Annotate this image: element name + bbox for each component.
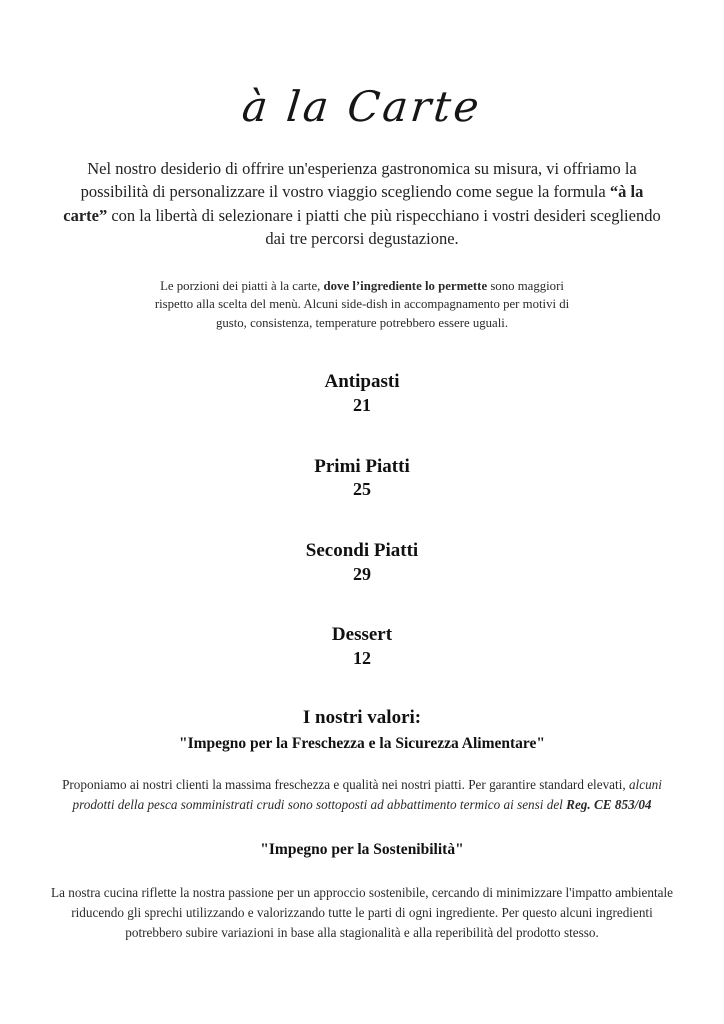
course-name: Primi Piatti: [314, 455, 410, 477]
course-name: Secondi Piatti: [305, 539, 419, 561]
course-name: Antipasti: [324, 371, 400, 393]
course-price: 21: [353, 395, 371, 416]
intro-text-part1: Nel nostro desiderio di offrire un'esperienza gastronomica su misura, vi offriamo la possibilità di personalizzare il vostro viaggio scegliendo come segue la formula: [80, 159, 637, 202]
course-price: 12: [353, 647, 371, 668]
intro-paragraph: [58, 157, 666, 251]
course-dessert: [0, 623, 724, 669]
course-price: 25: [353, 479, 371, 500]
course-primi-piatti: [0, 455, 724, 501]
course-antipasti: [0, 370, 724, 416]
values-subheading-freshness: "Impegno per la Freschezza e la Sicurezza Alimentare": [178, 735, 546, 753]
freshness-text-part1: Proponiamo ai nostri clienti la massima freschezza e qualità nei nostri piatti. Per garantire standard elevati,: [62, 777, 629, 793]
freshness-text-regulation: Reg. CE 853/04: [566, 797, 652, 813]
values-heading: I nostri valori:: [302, 707, 422, 729]
portions-note-part1: Le porzioni dei piatti à la carte,: [160, 278, 324, 293]
intro-text-part2: con la libertà di selezionare i piatti che più rispecchiano i vostri desideri scegliendo dai tre percorsi degustazione.: [107, 205, 661, 249]
course-name: Dessert: [331, 624, 393, 646]
values-section: [0, 707, 724, 942]
values-subheading-sustainability: "Impegno per la Sostenibilità": [260, 840, 464, 858]
intro-text-bold: “à la carte”: [63, 182, 644, 225]
freshness-paragraph: [52, 775, 672, 815]
course-price: 29: [353, 563, 371, 584]
course-secondi-piatti: [0, 539, 724, 585]
page-title: à la Carte: [239, 82, 485, 131]
portions-note-part2: sono maggiori rispetto alla scelta del menù. Alcuni side-dish in accompagnamento per motivi di gusto, consistenza, temperature potrebbero essere uguali.: [154, 278, 570, 330]
sustainability-paragraph: La nostra cucina riflette la nostra passione per un approccio sostenibile, cercando di minimizzare l'impatto ambientale riducendo gli sprechi utilizzando e valorizzando tutte le parti di ogni ingrediente. Per questo alcuni ingredienti potrebbero subire variazioni in base alla stagionalità e alla reperibilità del prodotto stesso.: [51, 884, 673, 940]
portions-note-bold: dove l’ingrediente lo permette: [323, 278, 488, 293]
portions-note-paragraph: [146, 277, 578, 333]
freshness-text-italic: alcuni prodotti della pesca somministrati crudi sono sottoposti ad abbattimento termico ai sensi del: [72, 777, 662, 813]
course-price-list: [0, 370, 724, 669]
